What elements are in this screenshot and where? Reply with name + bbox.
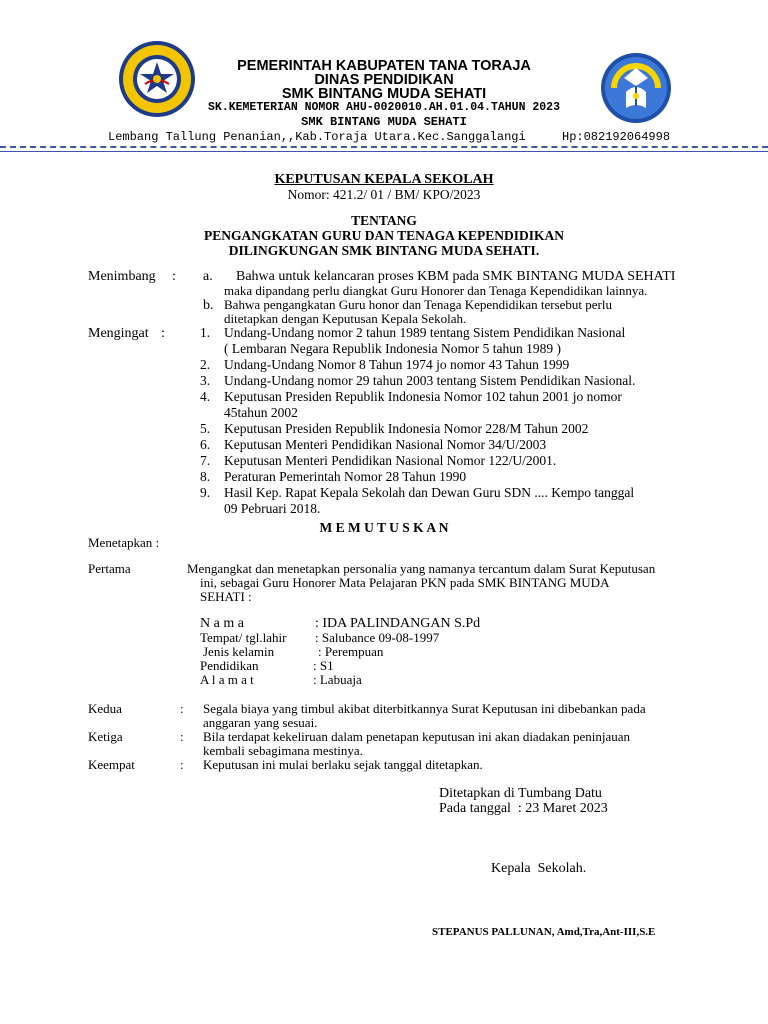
list-item (200, 485, 695, 517)
list-item-text: Hasil Kep. Rapat Kepala Sekolah dan Dewan Guru SDN .... Kempo tanggal (224, 485, 635, 500)
memutuskan-heading: M E M U T U S K A N (319, 520, 449, 535)
list-item-text-cont: 09 Pebruari 2018. (224, 501, 321, 516)
pendidikan-value: : S1 (313, 658, 334, 673)
list-item (200, 389, 695, 421)
list-item-number: 1. (200, 325, 211, 340)
list-item (200, 373, 695, 389)
list-item (200, 453, 695, 469)
menetapkan-label: Menetapkan : (88, 535, 160, 550)
keempat-label: Keempat (88, 757, 135, 772)
list-item-text: Undang-Undang nomor 2 tahun 1989 tentang Sistem Pendidikan Nasional (224, 325, 626, 340)
decree-number: Nomor: 421.2/ 01 / BM/ KPO/2023 (287, 187, 481, 202)
list-item-text: Keputusan Presiden Republik Indonesia Nomor 102 tahun 2001 jo nomor (224, 389, 622, 404)
list-item (200, 357, 695, 373)
list-item-text: Undang-Undang nomor 29 tahun 2003 tentang Sistem Pendidikan Nasional. (224, 373, 636, 388)
list-item-text: Undang-Undang Nomor 8 Tahun 1974 jo nomor 43 Tahun 1999 (224, 357, 570, 372)
nama-label: N a m a (200, 616, 244, 631)
ketiga-label: Ketiga (88, 729, 123, 744)
menimbang-a-text-2: maka dipandang perlu diangkat Guru Honorer dan Tenaga Kependidikan lainnya. (224, 283, 648, 298)
mengingat-list (200, 325, 695, 517)
list-item-number: 6. (200, 437, 211, 452)
menimbang-colon: : (172, 269, 176, 284)
keempat-text-1: Keputusan ini mulai berlaku sejak tanggal ditetapkan. (203, 757, 483, 772)
ketiga-text-2: kembali sebagimana mestinya. (203, 743, 363, 758)
ttl-label: Tempat/ tgl.lahir (200, 630, 287, 645)
keempat-colon: : (180, 757, 184, 772)
list-item (200, 421, 695, 437)
list-item-number: 2. (200, 357, 211, 372)
header-divider (0, 146, 768, 148)
jk-label: Jenis kelamin (203, 644, 275, 659)
menimbang-b-marker: b. (203, 298, 214, 313)
list-item-number: 9. (200, 485, 211, 500)
header-address: Lembang Tallung Penanian,,Kab.Toraja Utara.Kec.Sanggalangi (108, 130, 526, 144)
header-line-3: SMK BINTANG MUDA SEHATI (281, 86, 487, 102)
list-item-number: 7. (200, 453, 211, 468)
alamat-label: A l a m a t (200, 672, 254, 687)
menimbang-a-text-1: Bahwa untuk kelancaran proses KBM pada SMK BINTANG MUDA SEHATI (236, 269, 676, 284)
list-item-number: 5. (200, 421, 211, 436)
ketiga-colon: : (180, 729, 184, 744)
list-item-number: 4. (200, 389, 211, 404)
pertama-text-1: Mengangkat dan menetapkan personalia yang namanya tercantum dalam Surat Keputusan (187, 561, 656, 576)
header-line-1: PEMERINTAH KABUPATEN TANA TORAJA (237, 58, 531, 74)
list-item-text: Peraturan Pemerintah Nomor 28 Tahun 1990 (224, 469, 467, 484)
list-item (200, 469, 695, 485)
pertama-label: Pertama (88, 561, 131, 576)
alamat-value: : Labuaja (313, 672, 362, 687)
kedua-text-2: anggaran yang sesuai. (203, 715, 318, 730)
pertama-text-2: ini, sebagai Guru Honorer Mata Pelajaran PKN pada SMK BINTANG MUDA (200, 575, 610, 590)
ketiga-text-1: Bila terdapat kekeliruan dalam penetapan keputusan ini akan diadakan peninjauan (203, 729, 631, 744)
kedua-colon: : (180, 701, 184, 716)
header-school-name: SMK BINTANG MUDA SEHATI (301, 115, 467, 129)
menimbang-b-text-2: ditetapkan dengan Keputusan Kepala Sekolah. (224, 311, 467, 326)
jk-value: : Perempuan (318, 644, 384, 659)
ttl-value: : Salubance 09-08-1997 (315, 630, 440, 645)
header-sk-number: SK.KEMETERIAN NOMOR AHU-0020010.AH.01.04.TAHUN 2023 (208, 101, 560, 114)
ditetapkan-place: Ditetapkan di Tumbang Datu (439, 786, 602, 801)
list-item (200, 325, 695, 357)
header-line-2: DINAS PENDIDIKAN (314, 72, 454, 88)
ditetapkan-date: Pada tanggal : 23 Maret 2023 (439, 801, 608, 816)
list-item-text: Keputusan Menteri Pendidikan Nasional Nomor 34/U/2003 (224, 437, 547, 452)
list-item (200, 437, 695, 453)
menimbang-label: Menimbang (88, 269, 156, 284)
list-item-text-cont: ( Lembaran Negara Republik Indonesia Nomor 5 tahun 1989 ) (224, 341, 562, 356)
menimbang-a-marker: a. (203, 269, 213, 284)
subject-line-2: DILINGKUNGAN SMK BINTANG MUDA SEHATI. (228, 243, 540, 258)
mengingat-label: Mengingat (88, 326, 149, 341)
tentang-label: TENTANG (351, 213, 417, 228)
signer-name: STEPANUS PALLUNAN, Amd,Tra,Ant-III,S.E (432, 926, 656, 938)
nama-value: : IDA PALINDANGAN S.Pd (315, 616, 481, 631)
list-item-number: 3. (200, 373, 211, 388)
mengingat-colon: : (161, 326, 165, 341)
kedua-label: Kedua (88, 701, 122, 716)
list-item-number: 8. (200, 469, 211, 484)
list-item-text: Keputusan Menteri Pendidikan Nasional Nomor 122/U/2001. (224, 453, 557, 468)
header-divider-thin (0, 151, 768, 152)
subject-line-1: PENGANGKATAN GURU DAN TENAGA KEPENDIDIKAN (203, 228, 565, 243)
menimbang-b-text-1: Bahwa pengangkatan Guru honor dan Tenaga Kependidikan tersebut perlu (224, 297, 613, 312)
list-item-text: Keputusan Presiden Republik Indonesia Nomor 228/M Tahun 2002 (224, 421, 589, 436)
kedua-text-1: Segala biaya yang timbul akibat diterbitkannya Surat Keputusan ini dibebankan pada (203, 701, 646, 716)
pendidikan-label: Pendidikan (200, 658, 259, 673)
header-phone: Hp:082192064998 (562, 130, 671, 144)
signer-title: Kepala Sekolah. (491, 861, 587, 876)
pertama-text-3: SEHATI : (200, 589, 252, 604)
list-item-text-cont: 45tahun 2002 (224, 405, 298, 420)
decree-title: KEPUTUSAN KEPALA SEKOLAH (274, 172, 494, 187)
